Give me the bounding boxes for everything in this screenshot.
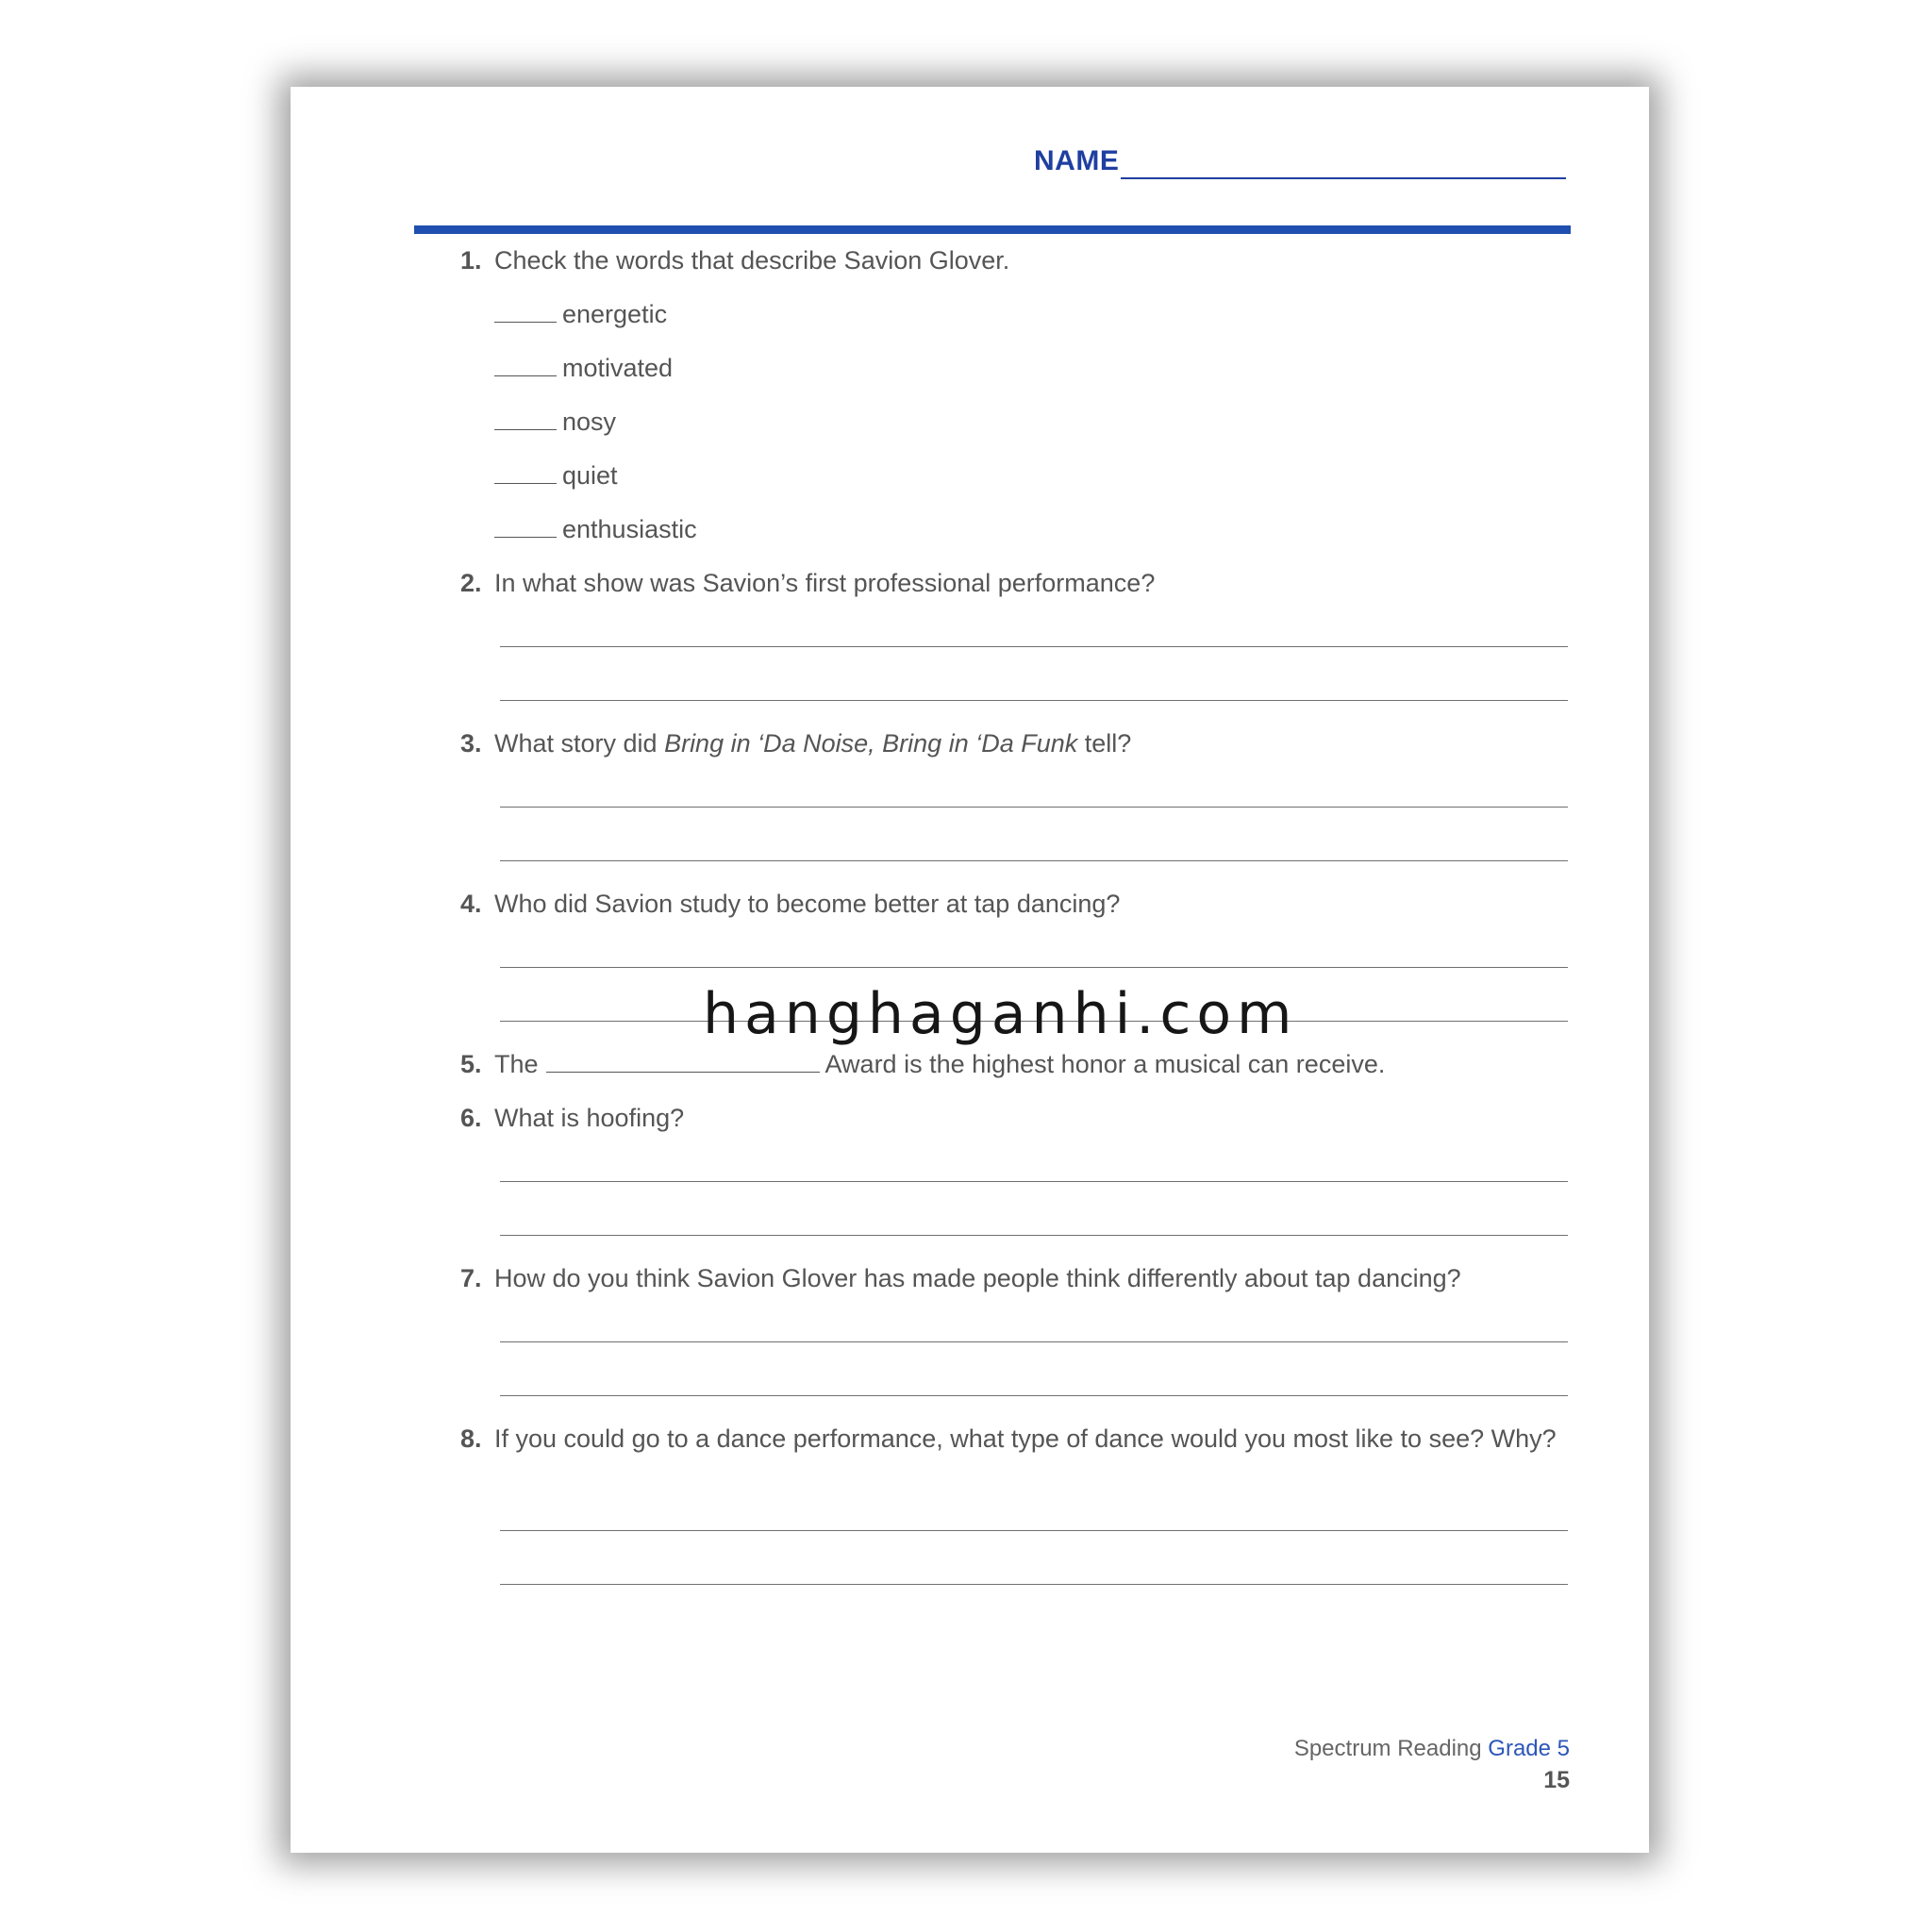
answer-line [500,807,1568,808]
question-number: 4. [460,890,482,918]
question-text: How do you think Savion Glover has made people think differently about tap dancing? [494,1264,1461,1292]
answer-line [500,967,1568,968]
check-blank [494,537,557,538]
name-line [1121,177,1566,179]
question-text: What story did Bring in ‘Da Noise, Bring in ‘Da Funk tell? [494,729,1132,758]
fill-in-blank [546,1072,820,1073]
show-title: Bring in ‘Da Noise, Bring in ‘Da Funk [664,729,1078,758]
option-nosy [494,407,616,437]
question-number: 2. [460,569,482,597]
question-text: Who did Savion study to become better at tap dancing? [494,890,1121,918]
option-label: enthusiastic [562,515,697,543]
answer-line [500,1395,1568,1396]
worksheet-page [291,87,1649,1853]
question-number: 7. [460,1264,482,1292]
option-label: nosy [562,408,617,436]
check-blank [494,483,557,484]
option-energetic [494,299,667,329]
answer-line [500,1181,1568,1182]
grade-label: Grade 5 [1488,1736,1570,1761]
option-label: quiet [562,461,618,490]
check-blank [494,322,557,323]
option-enthusiastic [494,514,697,544]
answer-line [500,1235,1568,1236]
answer-line [500,646,1568,647]
question-number: 6. [460,1104,482,1132]
answer-line [500,1530,1568,1531]
question-number: 8. [460,1424,482,1453]
page-number: 15 [1543,1767,1570,1793]
question-text: In what show was Savion’s first professional performance? [494,569,1156,597]
footer-brand [1294,1736,1570,1762]
answer-line [500,1584,1568,1585]
watermark: hanghaganhi.com [703,981,1298,1047]
question-text: The Award is the highest honor a musical can receive. [494,1050,1386,1078]
name-field [1034,140,1569,187]
brand-name: Spectrum Reading [1293,1736,1482,1761]
question-number: 1. [460,246,482,275]
option-quiet [494,460,618,491]
name-label: NAME [1034,145,1120,176]
question-number: 3. [460,729,482,758]
option-motivated [494,353,673,383]
question-number: 5. [460,1050,482,1078]
check-blank [494,375,557,376]
answer-line [500,1341,1568,1342]
question-text: What is hoofing? [494,1104,685,1132]
question-text: If you could go to a dance performance, what type of dance would you most like to see? Why? [494,1424,1557,1453]
answer-line [500,700,1568,701]
option-label: energetic [562,300,668,328]
option-label: motivated [562,354,674,382]
check-blank [494,429,557,430]
header-rule [414,225,1571,234]
question-text: Check the words that describe Savion Glover. [494,246,1010,275]
answer-line [500,860,1568,861]
